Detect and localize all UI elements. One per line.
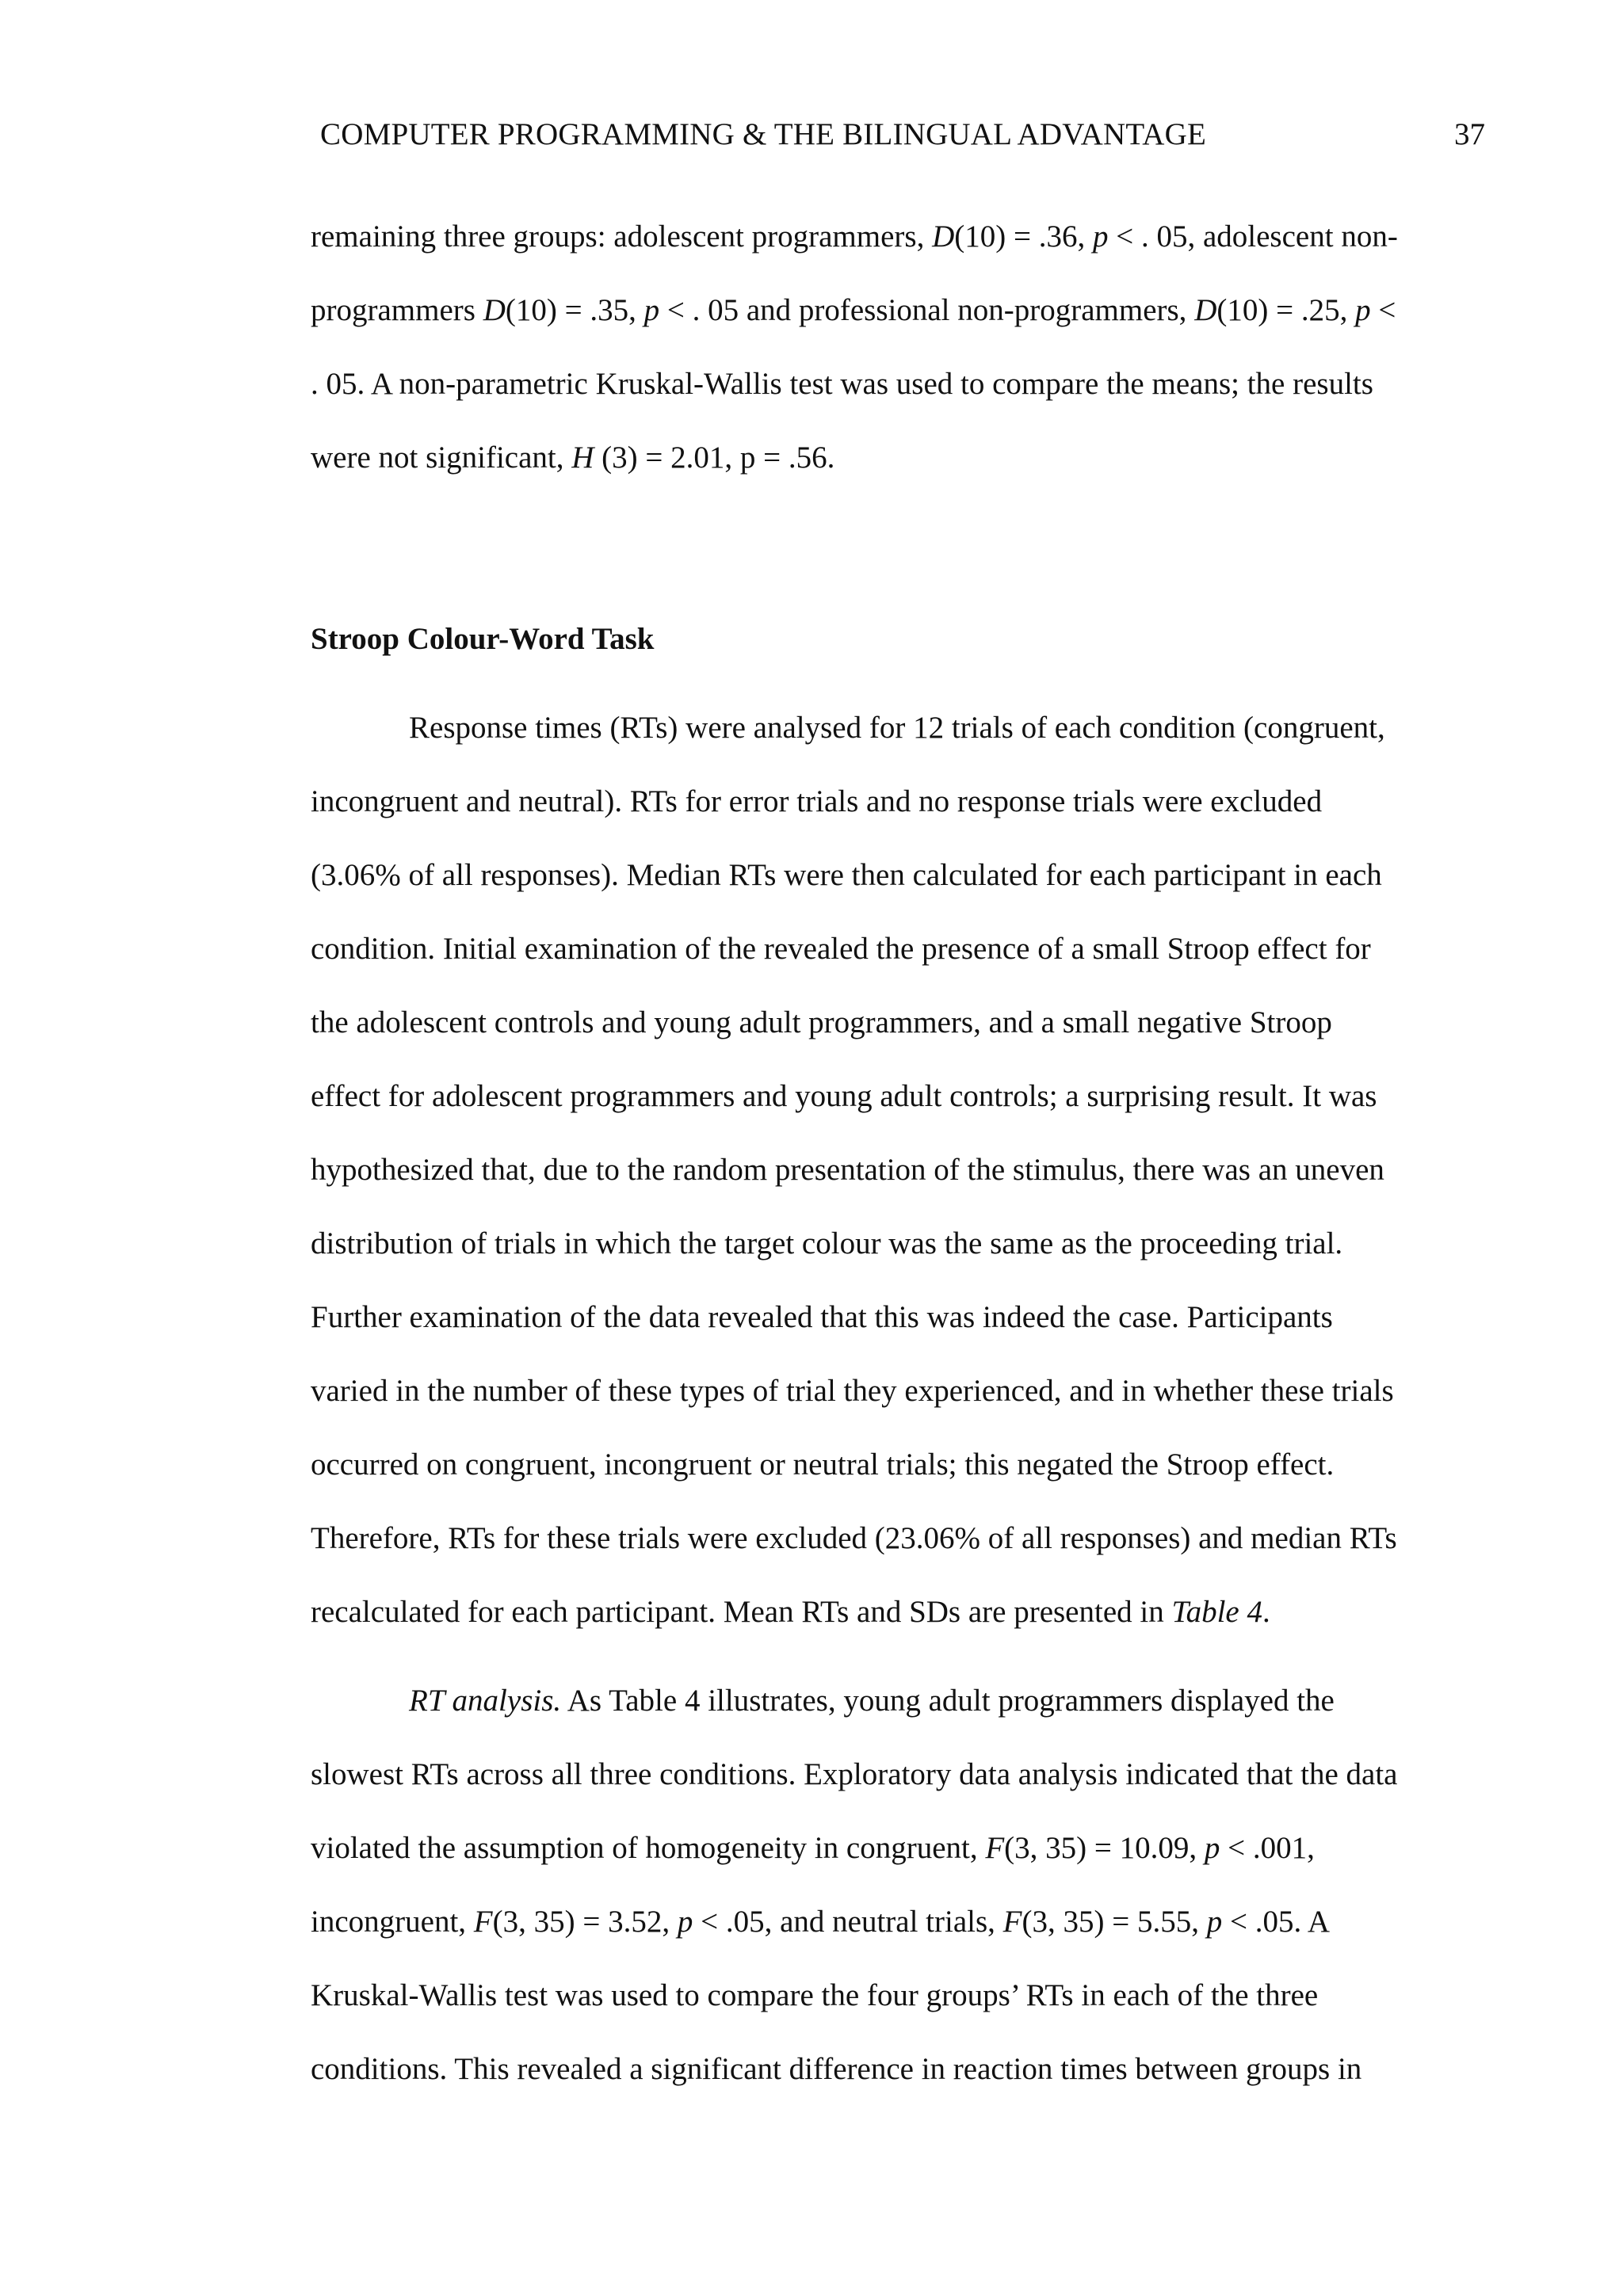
- text-line: [311, 1737, 1487, 1811]
- text-run: < .001,: [1220, 1831, 1315, 1865]
- text-run: (3, 35) = 5.55,: [1022, 1905, 1207, 1939]
- text-run: were not significant,: [311, 441, 572, 475]
- text-line: [311, 1207, 1487, 1280]
- text-line: [311, 1280, 1487, 1354]
- text-run: Kruskal-Wallis test was used to compare the four groups’ RTs in each of the three: [311, 1978, 1319, 2012]
- text-run: (3) = 2.01, p = .56.: [594, 441, 835, 475]
- italic-run: D: [932, 219, 955, 254]
- text-run: <: [1370, 293, 1396, 327]
- italic-run: F: [985, 1831, 1005, 1865]
- text-run: effect for adolescent programmers and young adult controls; a surprising result. It was: [311, 1079, 1377, 1113]
- text-run: (3, 35) = 3.52,: [492, 1905, 678, 1939]
- text-run: < .05. A: [1222, 1905, 1330, 1939]
- text-line: [311, 1059, 1487, 1133]
- paragraph-stroop: [311, 691, 1487, 1649]
- italic-run: p: [1206, 1905, 1223, 1939]
- text-run: Therefore, RTs for these trials were excluded (23.06% of all responses) and median RTs: [311, 1521, 1397, 1555]
- text-line: [311, 273, 1487, 347]
- italic-run: F: [1002, 1905, 1022, 1939]
- italic-run: H: [571, 441, 594, 475]
- italic-run: p: [1092, 219, 1109, 254]
- text-run: conditions. This revealed a significant difference in reaction times between groups in: [311, 2052, 1362, 2086]
- text-line: [311, 1885, 1487, 1958]
- text-run: Further examination of the data revealed that this was indeed the case. Participants: [311, 1300, 1333, 1334]
- text-line: [311, 1354, 1487, 1428]
- text-run: recalculated for each participant. Mean RTs and SDs are presented in: [311, 1595, 1172, 1629]
- italic-run: p: [643, 293, 660, 327]
- italic-run: F: [473, 1905, 493, 1939]
- italic-run: p: [677, 1905, 693, 1939]
- text-run: programmers: [311, 293, 483, 327]
- page-number: 37: [1454, 117, 1485, 151]
- italic-run: D: [1194, 293, 1217, 327]
- italic-run: D: [483, 293, 506, 327]
- text-line: [311, 1428, 1487, 1501]
- text-run: (3, 35) = 10.09,: [1004, 1831, 1205, 1865]
- text-line: [311, 986, 1487, 1059]
- text-run: the adolescent controls and young adult programmers, and a small negative Stroop: [311, 1005, 1332, 1039]
- text-run: < .05, and neutral trials,: [693, 1905, 1003, 1939]
- text-line: [311, 1575, 1487, 1649]
- text-line: [311, 838, 1487, 912]
- text-line: [311, 347, 1487, 421]
- text-run: .: [1262, 1595, 1270, 1629]
- italic-run: Table 4: [1171, 1595, 1262, 1629]
- paragraph-rt-analysis: [311, 1664, 1487, 2106]
- text-line: [311, 912, 1487, 986]
- text-run: condition. Initial examination of the revealed the presence of a small Stroop effect for: [311, 932, 1371, 966]
- running-head: COMPUTER PROGRAMMING & THE BILINGUAL ADVANTAGE: [320, 117, 1206, 151]
- section-heading-stroop: Stroop Colour-Word Task: [311, 622, 655, 656]
- text-line: [311, 1133, 1487, 1207]
- text-line: [311, 765, 1487, 838]
- text-run: incongruent and neutral). RTs for error trials and no response trials were excluded: [311, 784, 1323, 818]
- text-line: [311, 421, 1487, 494]
- text-run: occurred on congruent, incongruent or neutral trials; this negated the Stroop effect.: [311, 1447, 1335, 1482]
- text-run: (3.06% of all responses). Median RTs were then calculated for each participant in each: [311, 858, 1382, 892]
- text-line: [311, 1958, 1487, 2032]
- text-run: As Table 4 illustrates, young adult programmers displayed the: [561, 1684, 1335, 1718]
- text-run: < . 05 and professional non-programmers,: [659, 293, 1195, 327]
- paragraph-continued: [311, 200, 1487, 494]
- text-line: [311, 1501, 1487, 1575]
- italic-run: RT analysis.: [409, 1684, 562, 1718]
- text-run: slowest RTs across all three conditions. Exploratory data analysis indicated that the data: [311, 1757, 1398, 1791]
- text-run: Response times (RTs) were analysed for 12 trials of each condition (congruent,: [409, 711, 1385, 745]
- text-run: distribution of trials in which the target colour was the same as the proceeding trial.: [311, 1226, 1343, 1261]
- text-line: [311, 1664, 1487, 1737]
- text-line: [311, 200, 1487, 273]
- text-run: incongruent,: [311, 1905, 474, 1939]
- italic-run: p: [1204, 1831, 1220, 1865]
- text-line: [311, 691, 1487, 765]
- text-run: . 05. A non-parametric Kruskal-Wallis test was used to compare the means; the results: [311, 367, 1373, 401]
- text-run: remaining three groups: adolescent programmers,: [311, 219, 933, 254]
- text-run: violated the assumption of homogeneity in congruent,: [311, 1831, 986, 1865]
- text-run: < . 05, adolescent non-: [1108, 219, 1398, 254]
- text-run: hypothesized that, due to the random presentation of the stimulus, there was an uneven: [311, 1153, 1384, 1187]
- text-line: [311, 2032, 1487, 2106]
- text-line: [311, 1811, 1487, 1885]
- text-run: (10) = .25,: [1216, 293, 1356, 327]
- text-run: varied in the number of these types of trial they experienced, and in whether these trials: [311, 1374, 1394, 1408]
- text-run: (10) = .36,: [954, 219, 1093, 254]
- text-run: (10) = .35,: [505, 293, 644, 327]
- italic-run: p: [1355, 293, 1371, 327]
